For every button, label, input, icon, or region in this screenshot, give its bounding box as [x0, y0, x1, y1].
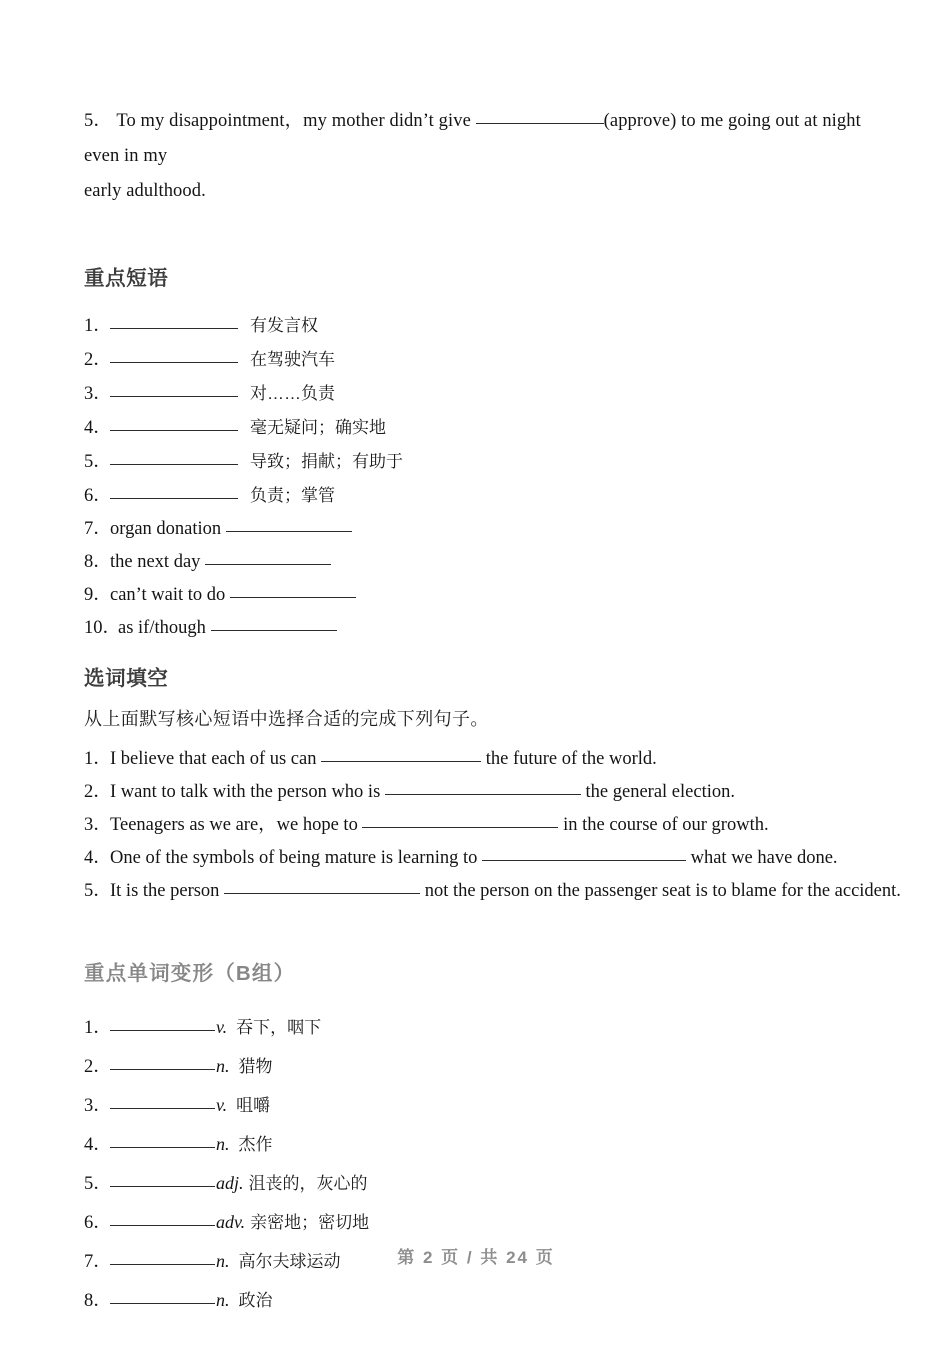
item-number: 8． — [84, 552, 112, 572]
key-phrases-list — [84, 309, 868, 645]
answer-blank[interactable] — [224, 893, 420, 894]
list-item — [84, 513, 868, 546]
list-item — [84, 743, 868, 776]
list-item — [84, 612, 868, 645]
item-label: can’t wait to do — [110, 585, 226, 605]
item-label: 政治 — [238, 1291, 273, 1310]
part-of-speech: adj. — [216, 1173, 244, 1193]
item-text-before: I want to talk with the person who is — [110, 782, 381, 802]
answer-blank[interactable] — [476, 123, 604, 124]
page-footer: 第 2 页 / 共 24 页 — [397, 1248, 555, 1267]
answer-blank[interactable] — [110, 498, 238, 499]
item-text-before: Teenagers as we are，we hope to — [110, 815, 358, 835]
answer-blank[interactable] — [230, 597, 356, 598]
intro-question-number: 5． — [84, 111, 112, 131]
intro-question-text-after: (approve) to me going out at night even in my — [84, 111, 861, 166]
answer-blank[interactable] — [110, 1147, 215, 1148]
part-of-speech: adv. — [216, 1212, 246, 1232]
answer-blank[interactable] — [110, 396, 238, 397]
word-forms-list — [84, 1008, 868, 1320]
intro-question-text-before: To my disappointment，my mother didn’t give — [116, 111, 471, 131]
item-text-after: the future of the world. — [485, 749, 657, 769]
item-number: 5． — [84, 881, 112, 901]
answer-blank[interactable] — [362, 827, 558, 828]
item-number: 1． — [84, 316, 112, 336]
section-heading-key-phrases: 重点短语 — [84, 267, 169, 290]
section-heading-cloze: 选词填空 — [84, 667, 169, 690]
list-item — [84, 445, 868, 479]
answer-blank[interactable] — [110, 362, 238, 363]
answer-blank[interactable] — [482, 860, 686, 861]
item-number: 10． — [84, 618, 122, 638]
list-item — [84, 309, 868, 343]
item-label: organ donation — [110, 519, 222, 539]
item-number: 2． — [84, 1057, 112, 1077]
answer-blank[interactable] — [226, 531, 352, 532]
item-number: 4． — [84, 1135, 112, 1155]
intro-question-block — [84, 0, 868, 209]
item-number: 1． — [84, 1018, 112, 1038]
item-number: 7． — [84, 1252, 112, 1272]
list-item — [84, 1164, 868, 1203]
list-item — [84, 1008, 868, 1047]
item-label: 杰作 — [238, 1135, 273, 1154]
item-label: 吞下，咽下 — [236, 1018, 322, 1037]
item-text-before: One of the symbols of being mature is learning to — [110, 848, 478, 868]
item-text-after: what we have done. — [690, 848, 838, 868]
intro-question-line-1 — [84, 104, 868, 174]
item-number: 6． — [84, 1213, 112, 1233]
part-of-speech: n. — [216, 1251, 230, 1271]
item-text-after: the general election. — [585, 782, 735, 802]
list-item — [84, 546, 868, 579]
section-heading-word-forms: 重点单词变形（B组） — [84, 962, 296, 985]
item-number: 3． — [84, 384, 112, 404]
item-label: 对……负责 — [250, 384, 335, 403]
item-text-after: not the person on the passenger seat is to blame for the accident. — [424, 881, 901, 901]
list-item — [84, 479, 868, 513]
answer-blank[interactable] — [205, 564, 331, 565]
answer-blank[interactable] — [211, 630, 337, 631]
item-text-before: It is the person — [110, 881, 220, 901]
item-number: 5． — [84, 1174, 112, 1194]
part-of-speech: n. — [216, 1134, 230, 1154]
list-item — [84, 776, 868, 809]
answer-blank[interactable] — [110, 464, 238, 465]
list-item — [84, 875, 901, 908]
intro-question-line-2: early adulthood. — [84, 181, 206, 201]
item-label: 咀嚼 — [236, 1096, 271, 1115]
item-number: 5． — [84, 452, 112, 472]
item-label: 毫无疑问；确实地 — [250, 418, 386, 437]
part-of-speech: v. — [216, 1017, 228, 1037]
answer-blank[interactable] — [110, 1108, 215, 1109]
list-item — [84, 343, 868, 377]
item-number: 6． — [84, 486, 112, 506]
list-item — [84, 1125, 868, 1164]
item-number: 4． — [84, 848, 112, 868]
list-item — [84, 1047, 868, 1086]
item-number: 3． — [84, 815, 112, 835]
list-item — [84, 377, 868, 411]
item-label: 猎物 — [238, 1057, 273, 1076]
answer-blank[interactable] — [110, 1186, 215, 1187]
item-label: 有发言权 — [250, 316, 318, 335]
answer-blank[interactable] — [321, 761, 481, 762]
item-text-after: in the course of our growth. — [563, 815, 769, 835]
item-label: 沮丧的，灰心的 — [248, 1174, 368, 1193]
item-number: 1． — [84, 749, 112, 769]
answer-blank[interactable] — [110, 1069, 215, 1070]
item-number: 2． — [84, 782, 112, 802]
part-of-speech: v. — [216, 1095, 228, 1115]
answer-blank[interactable] — [110, 1030, 215, 1031]
item-label: 亲密地；密切地 — [250, 1213, 370, 1232]
item-label: 高尔夫球运动 — [238, 1252, 341, 1271]
item-label: 在驾驶汽车 — [250, 350, 335, 369]
list-item — [84, 842, 868, 875]
item-label: 负责；掌管 — [250, 486, 335, 505]
item-number: 8． — [84, 1291, 112, 1311]
item-number: 7． — [84, 519, 112, 539]
item-number: 9． — [84, 585, 112, 605]
item-number: 3． — [84, 1096, 112, 1116]
item-label: as if/though — [118, 618, 206, 638]
answer-blank[interactable] — [110, 328, 238, 329]
answer-blank[interactable] — [110, 1303, 215, 1304]
list-item — [84, 809, 868, 842]
cloze-list — [84, 743, 901, 908]
answer-blank[interactable] — [110, 430, 238, 431]
item-label: 导致；捐献；有助于 — [250, 452, 403, 471]
item-number: 2． — [84, 350, 112, 370]
list-item — [84, 579, 868, 612]
list-item — [84, 1203, 868, 1242]
answer-blank[interactable] — [385, 794, 581, 795]
list-item — [84, 1281, 868, 1320]
item-number: 4． — [84, 418, 112, 438]
part-of-speech: n. — [216, 1056, 230, 1076]
list-item — [84, 411, 868, 445]
item-label: the next day — [110, 552, 201, 572]
cloze-instruction: 从上面默写核心短语中选择合适的完成下列句子。 — [84, 709, 489, 729]
list-item — [84, 1086, 868, 1125]
item-text-before: I believe that each of us can — [110, 749, 317, 769]
part-of-speech: n. — [216, 1290, 230, 1310]
answer-blank[interactable] — [110, 1225, 215, 1226]
